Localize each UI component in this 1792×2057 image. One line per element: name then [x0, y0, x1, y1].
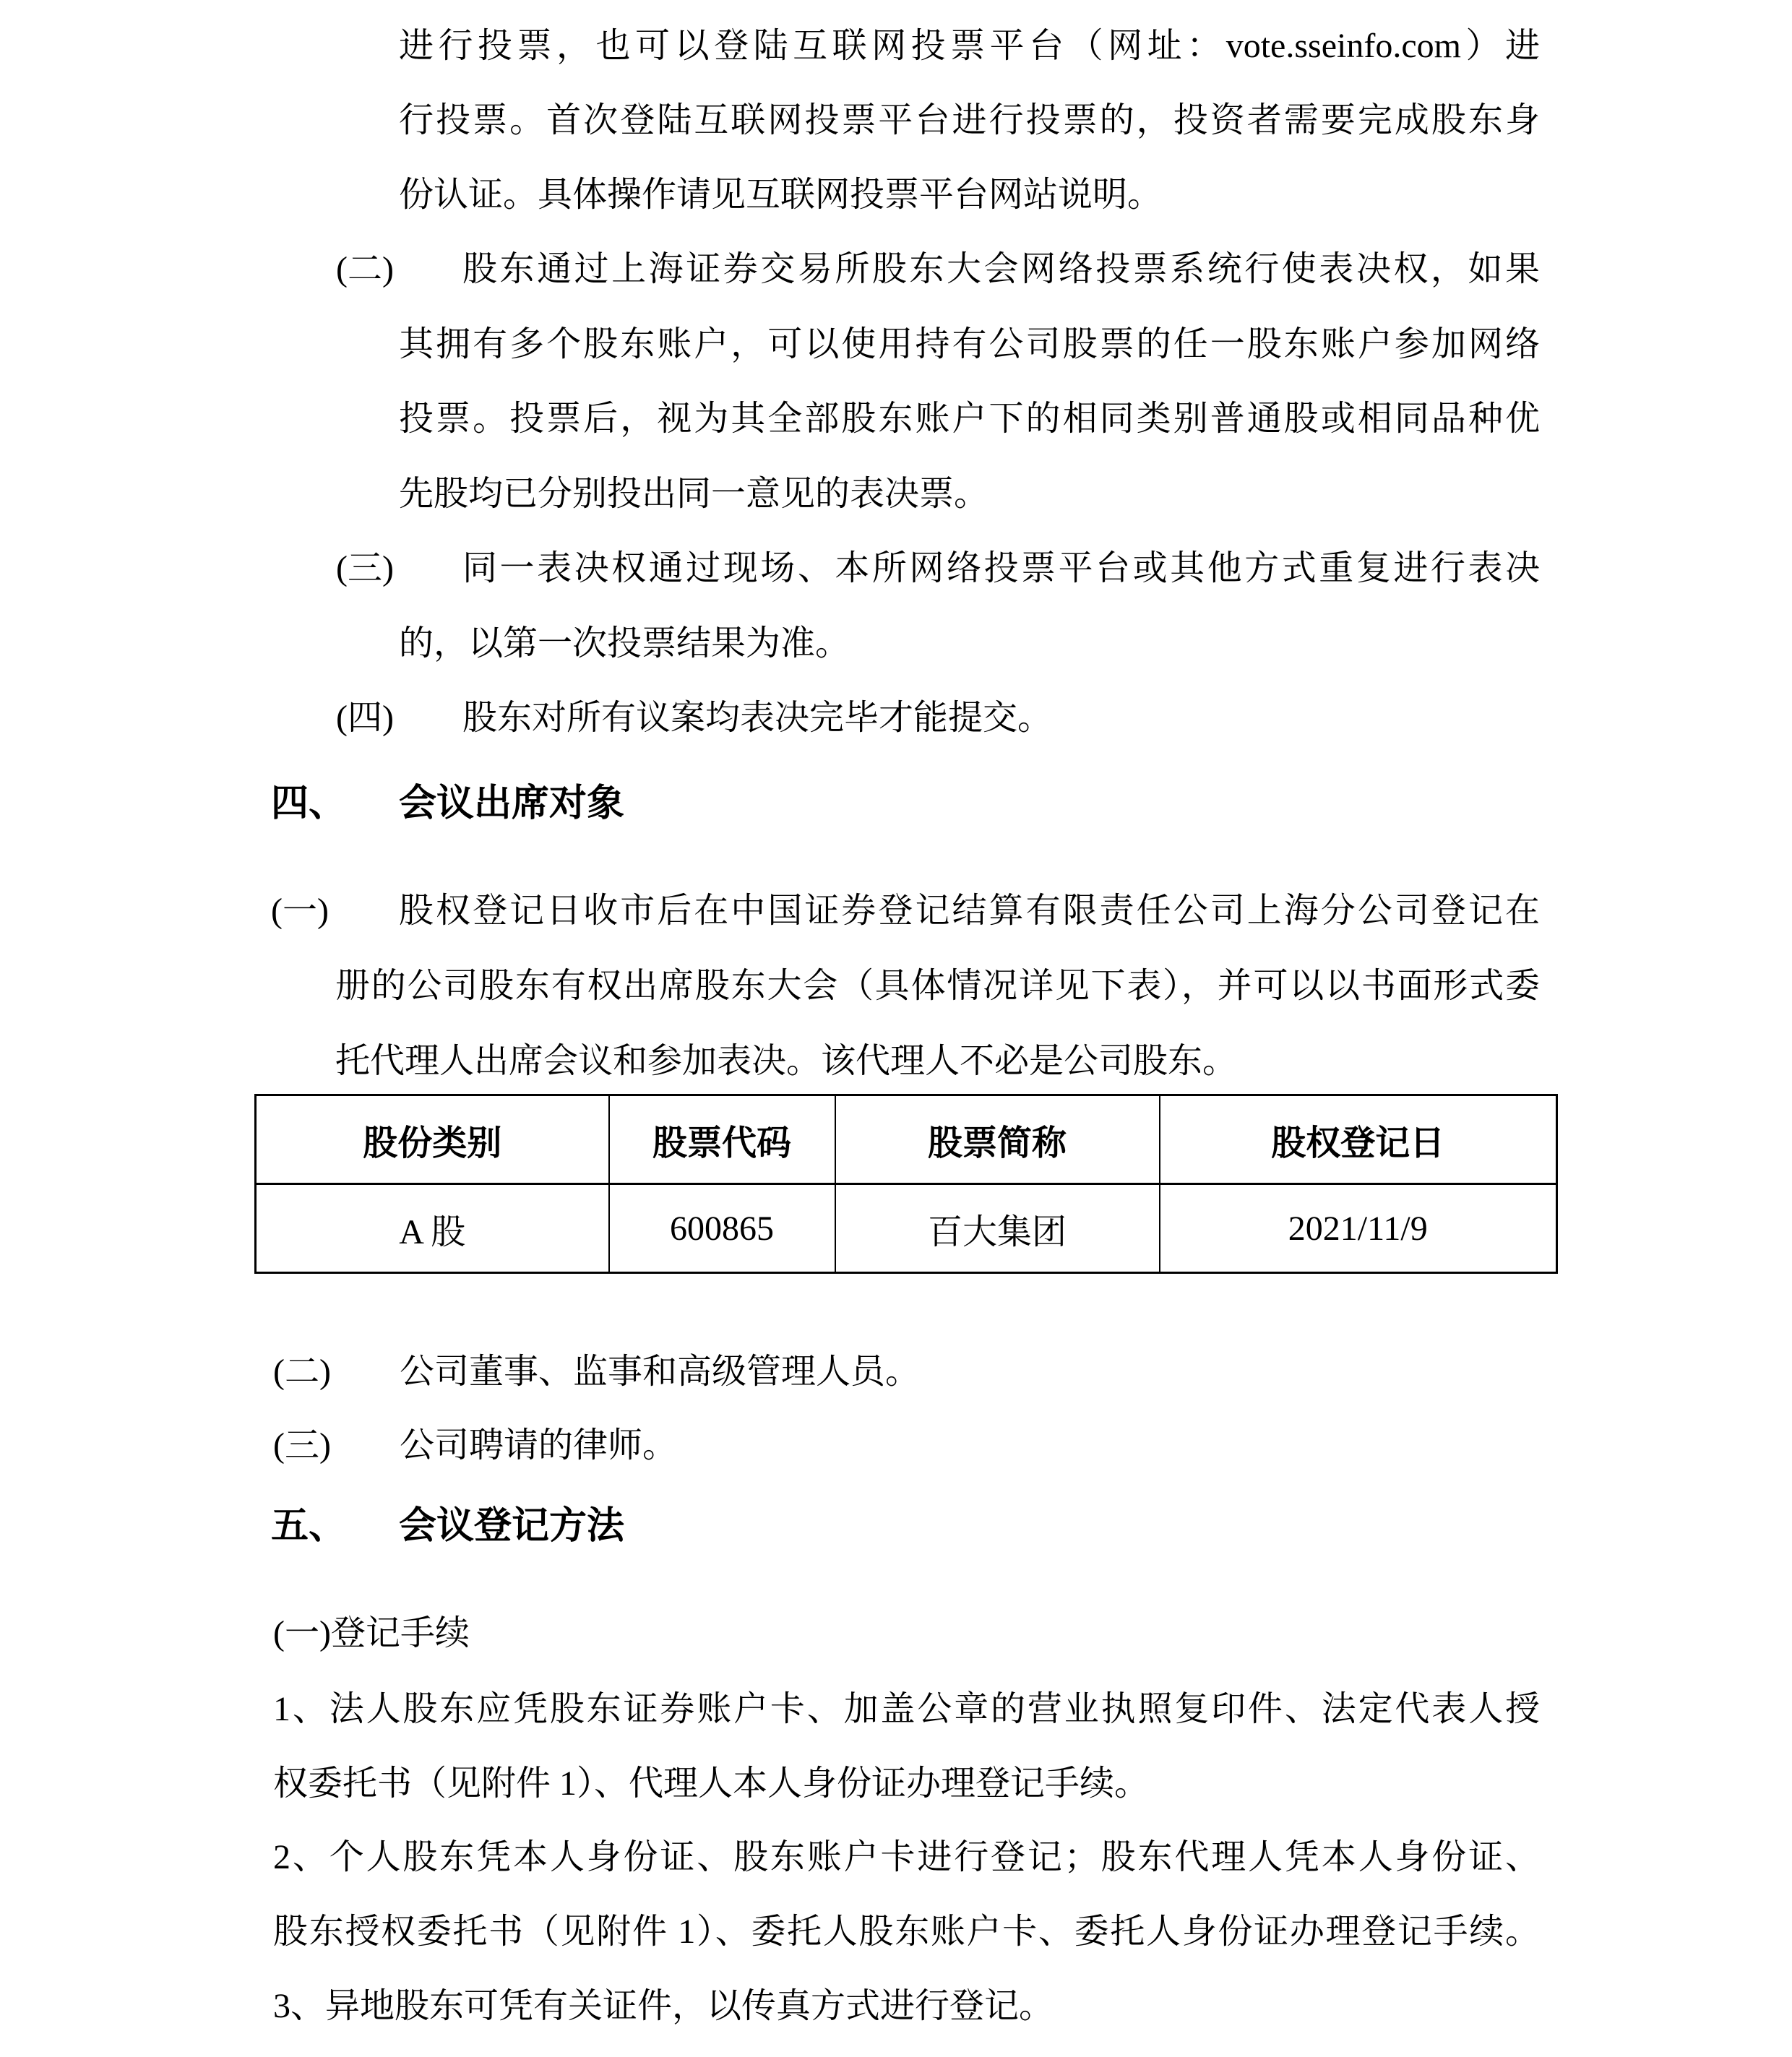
list-item-label: (三)	[336, 549, 394, 587]
paragraph-text: 托代理人出席会议和参加表决。该代理人不必是公司股东。	[335, 1042, 1238, 1080]
list-item	[0, 696, 1792, 746]
text-line	[0, 964, 1792, 1014]
text-line	[0, 621, 1792, 672]
list-item	[0, 247, 1792, 298]
section-heading-title: 会议出席对象	[399, 783, 625, 824]
section-heading-4	[0, 782, 1792, 832]
text-line	[0, 24, 1792, 74]
text-line	[0, 1761, 1792, 1812]
section-heading-number: 五、	[271, 1506, 347, 1547]
cell-share-class: A 股	[256, 1184, 609, 1273]
paragraph-text: 投票。投票后，视为其全部股东账户下的相同类别普通股或相同品种优	[399, 400, 1540, 438]
paragraph-text: 权委托书（见附件 1）、代理人本人身份证办理登记手续。	[273, 1764, 1150, 1803]
paragraph-text: 行投票。首次登陆互联网投票平台进行投票的，投资者需要完成股东身	[399, 101, 1540, 139]
cell-stock-code: 600865	[609, 1184, 835, 1273]
cell-record-date: 2021/11/9	[1160, 1184, 1557, 1273]
text-line	[0, 1611, 1792, 1662]
list-item-label: (二)	[336, 250, 394, 288]
cell-stock-name: 百大集团	[835, 1184, 1160, 1273]
table-header-record-date: 股权登记日	[1160, 1095, 1557, 1184]
text-line	[0, 472, 1792, 522]
list-item	[0, 1423, 1792, 1474]
text-line	[0, 397, 1792, 447]
table-header-stock-name: 股票简称	[835, 1095, 1160, 1184]
paragraph-text: 份认证。具体操作请见互联网投票平台网站说明。	[399, 176, 1163, 214]
text-line	[0, 1984, 1792, 2035]
section-heading-number: 四、	[271, 783, 347, 824]
list-item-text: 公司聘请的律师。	[400, 1426, 678, 1465]
table-header-stock-code: 股票代码	[609, 1095, 835, 1184]
paragraph-text: 3、异地股东可凭有关证件，以传真方式进行登记。	[273, 1987, 1054, 2025]
paragraph-text: 股东授权委托书（见附件 1）、委托人股东账户卡、委托人身份证办理登记手续。	[273, 1912, 1540, 1951]
text-line	[0, 1910, 1792, 1960]
paragraph-text: 进行投票，也可以登陆互联网投票平台（网址：vote.sseinfo.com）进	[399, 27, 1540, 65]
text-line	[0, 173, 1792, 223]
share-registration-table	[254, 1094, 1558, 1274]
list-item	[0, 546, 1792, 597]
paragraph-text: 1、法人股东应凭股东证券账户卡、加盖公章的营业执照复印件、法定代表人授	[273, 1690, 1540, 1728]
text-line	[0, 1835, 1792, 1886]
table-header-row	[256, 1095, 1557, 1184]
text-line	[0, 1039, 1792, 1090]
paragraph-text: 册的公司股东有权出席股东大会（具体情况详见下表），并可以以书面形式委	[335, 967, 1540, 1005]
list-item-label: (一)	[271, 892, 329, 930]
list-item-label: (三)	[273, 1426, 331, 1465]
paragraph-text: 先股均已分别投出同一意见的表决票。	[399, 475, 989, 513]
text-line	[0, 98, 1792, 149]
list-item-label: (四)	[336, 699, 394, 737]
text-line	[0, 1687, 1792, 1738]
paragraph-text: (一)登记手续	[273, 1614, 470, 1652]
list-item-text: 股东对所有议案均表决完毕才能提交。	[462, 699, 1053, 737]
paragraph-text: 其拥有多个股东账户，可以使用持有公司股票的任一股东账户参加网络	[399, 325, 1540, 363]
section-heading-title: 会议登记方法	[399, 1506, 625, 1547]
list-item-text: 公司董事、监事和高级管理人员。	[400, 1353, 921, 1391]
list-item	[0, 1350, 1792, 1400]
list-item	[0, 889, 1792, 939]
table-row	[256, 1184, 1557, 1273]
paragraph-text: 的，以第一次投票结果为准。	[399, 624, 850, 663]
section-heading-5	[0, 1504, 1792, 1555]
list-item-text: 同一表决权通过现场、本所网络投票平台或其他方式重复进行表决	[462, 549, 1540, 587]
table-header-share-class: 股份类别	[256, 1095, 609, 1184]
list-item-text: 股东通过上海证券交易所股东大会网络投票系统行使表决权，如果	[462, 250, 1540, 288]
text-line	[0, 322, 1792, 373]
list-item-text: 股权登记日收市后在中国证券登记结算有限责任公司上海分公司登记在	[399, 892, 1540, 930]
paragraph-text: 2、个人股东凭本人身份证、股东账户卡进行登记；股东代理人凭本人身份证、	[273, 1838, 1540, 1876]
list-item-label: (二)	[273, 1353, 331, 1391]
